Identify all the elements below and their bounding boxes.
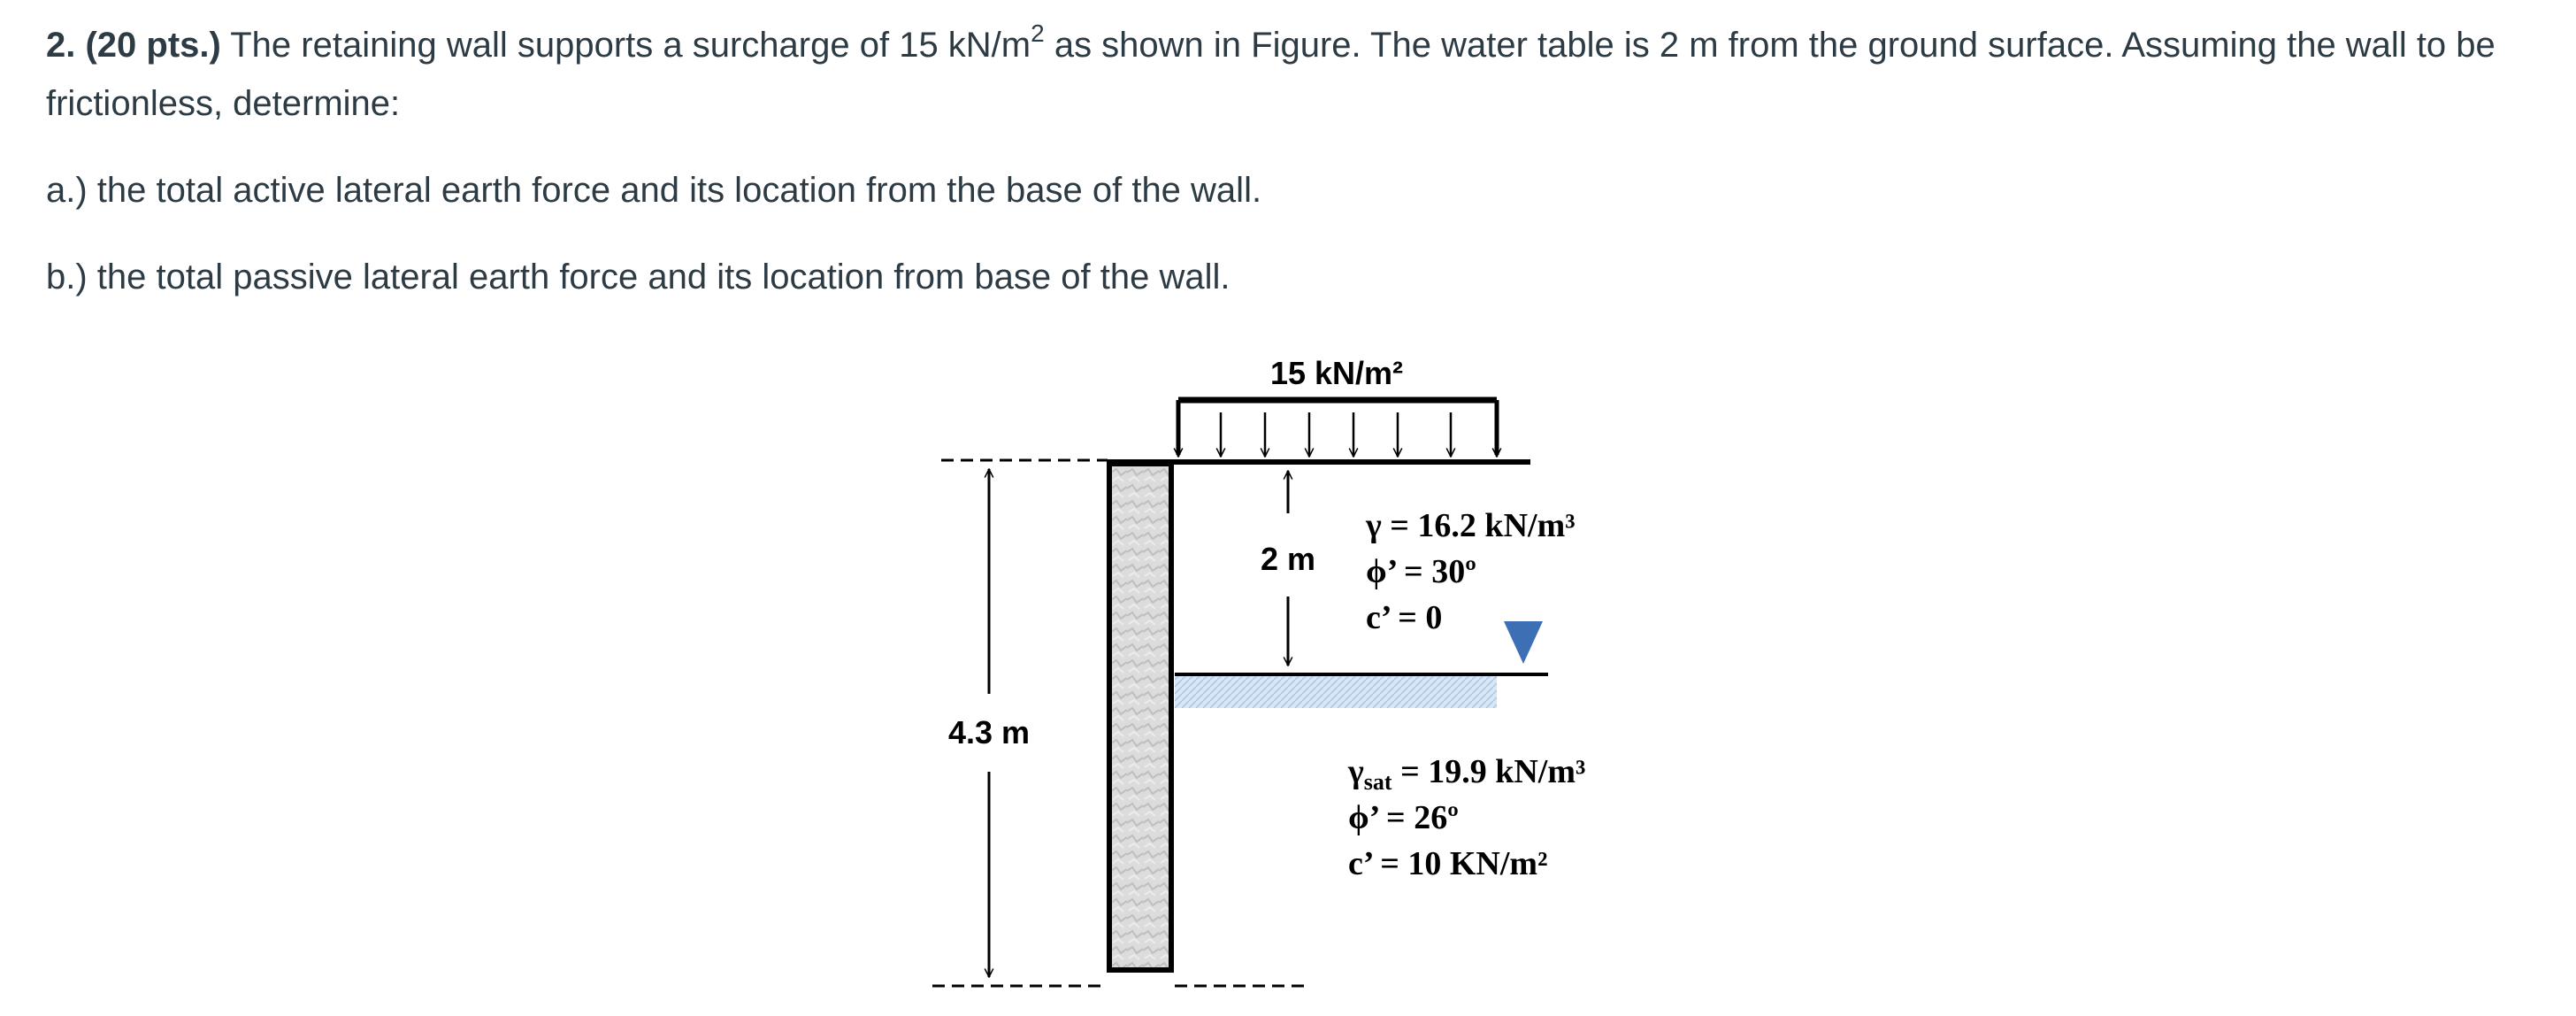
surcharge-label: 15 kN/m² (1269, 355, 1404, 391)
retaining-wall-figure (920, 340, 1628, 1012)
water-table-icon (1504, 621, 1543, 664)
wall-height-label: 4.3 m (947, 714, 1031, 750)
bottom-layer-unit-weight: $\gamma_{sat} = 19.9$ kN/m³ (1348, 753, 1586, 795)
top-layer-cohesion: c’ = 0 (1366, 599, 1443, 636)
question-number: 2. (46, 26, 76, 65)
question-points: (20 pts.) (85, 26, 221, 65)
water-table-hatch (1175, 676, 1497, 708)
retaining-wall (1109, 464, 1171, 970)
question-intro-text: The retaining wall supports a surcharge of 15 kN/m (220, 26, 1031, 65)
question-intro (46, 16, 2558, 133)
top-layer-unit-weight: γ = 16.2 kN/m³ (1366, 507, 1576, 544)
surcharge-load (1178, 400, 1497, 457)
bottom-layer-cohesion: c’ = 10 KN/m² (1348, 845, 1548, 882)
question-intro-unit-exponent: 2 (1031, 19, 1045, 48)
question-part-b: b.) the total passive lateral earth force and its location from base of the wall. (46, 258, 1230, 296)
question-intro-text-continued: as shown in Figure. The water table is 2 m from the ground surface. Assuming the wall to be frictionless, determine: (46, 26, 2496, 123)
top-layer-friction-angle: ϕ’ = 30º (1366, 553, 1476, 590)
question-part-a: a.) the total active lateral earth force and its location from the base of the wall. (46, 171, 1262, 210)
bottom-layer-friction-angle: ϕ’ = 26º (1348, 799, 1459, 836)
question-text-block (46, 16, 2558, 335)
layer-depth-label: 2 m (1260, 541, 1316, 577)
retaining-wall-diagram (920, 340, 1628, 1012)
